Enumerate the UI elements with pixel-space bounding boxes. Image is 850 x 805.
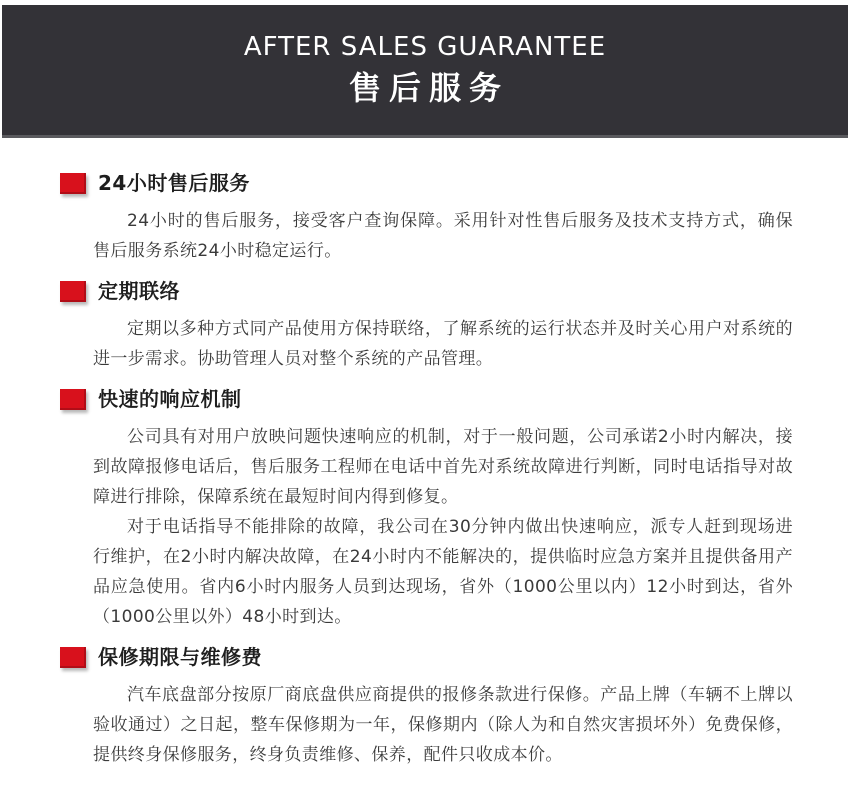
section	[60, 386, 793, 632]
section-header	[60, 278, 793, 304]
sections-container	[0, 138, 850, 770]
red-square-bullet-icon	[60, 389, 86, 410]
section-title: 24小时售后服务	[98, 171, 250, 195]
red-square-bullet-icon	[60, 281, 86, 302]
section-paragraph: 汽车底盘部分按原厂商底盘供应商提供的报修条款进行保修。产品上牌（车辆不上牌以验收通过）之日起，整车保修期为一年，保修期内（除人为和自然灾害损坏外）免费保修，提供终身保修服务，终身负责维修、保养，配件只收成本价。	[93, 685, 793, 765]
section	[60, 644, 793, 770]
section-header	[60, 170, 793, 196]
section-paragraph: 24小时的售后服务，接受客户查询保障。采用针对性售后服务及技术支持方式，确保售后服务系统24小时稳定运行。	[93, 211, 793, 261]
section-header	[60, 386, 793, 412]
section-body	[93, 422, 793, 632]
header-title-zh: 售后服务	[348, 69, 509, 107]
section	[60, 278, 793, 374]
section-title: 快速的响应机制	[98, 387, 242, 411]
header-title-en: AFTER SALES GUARANTEE	[243, 32, 607, 62]
header-banner	[2, 5, 848, 138]
section-body	[93, 314, 793, 374]
section	[60, 170, 793, 266]
section-paragraph: 公司具有对用户放映问题快速响应的机制，对于一般问题，公司承诺2小时内解决，接到故障报修电话后，售后服务工程师在电话中首先对系统故障进行判断，同时电话指导对故障进行排除，保障系统在最短时间内得到修复。	[93, 427, 793, 507]
section-body	[93, 680, 793, 770]
red-square-bullet-icon	[60, 173, 86, 194]
section-paragraph: 定期以多种方式同产品使用方保持联络，了解系统的运行状态并及时关心用户对系统的进一步需求。协助管理人员对整个系统的产品管理。	[93, 319, 793, 369]
section-paragraph: 对于电话指导不能排除的故障，我公司在30分钟内做出快速响应，派专人赶到现场进行维护，在2小时内解决故障，在24小时内不能解决的，提供临时应急方案并且提供备用产品应急使用。省内6小时内服务人员到达现场，省外（1000公里以内）12小时到达，省外（1000公里以外）48小时到达。	[93, 517, 793, 627]
red-square-bullet-icon	[60, 647, 86, 668]
section-title: 定期联络	[98, 279, 180, 303]
section-header	[60, 644, 793, 670]
section-body	[93, 206, 793, 266]
section-title: 保修期限与维修费	[98, 645, 262, 669]
